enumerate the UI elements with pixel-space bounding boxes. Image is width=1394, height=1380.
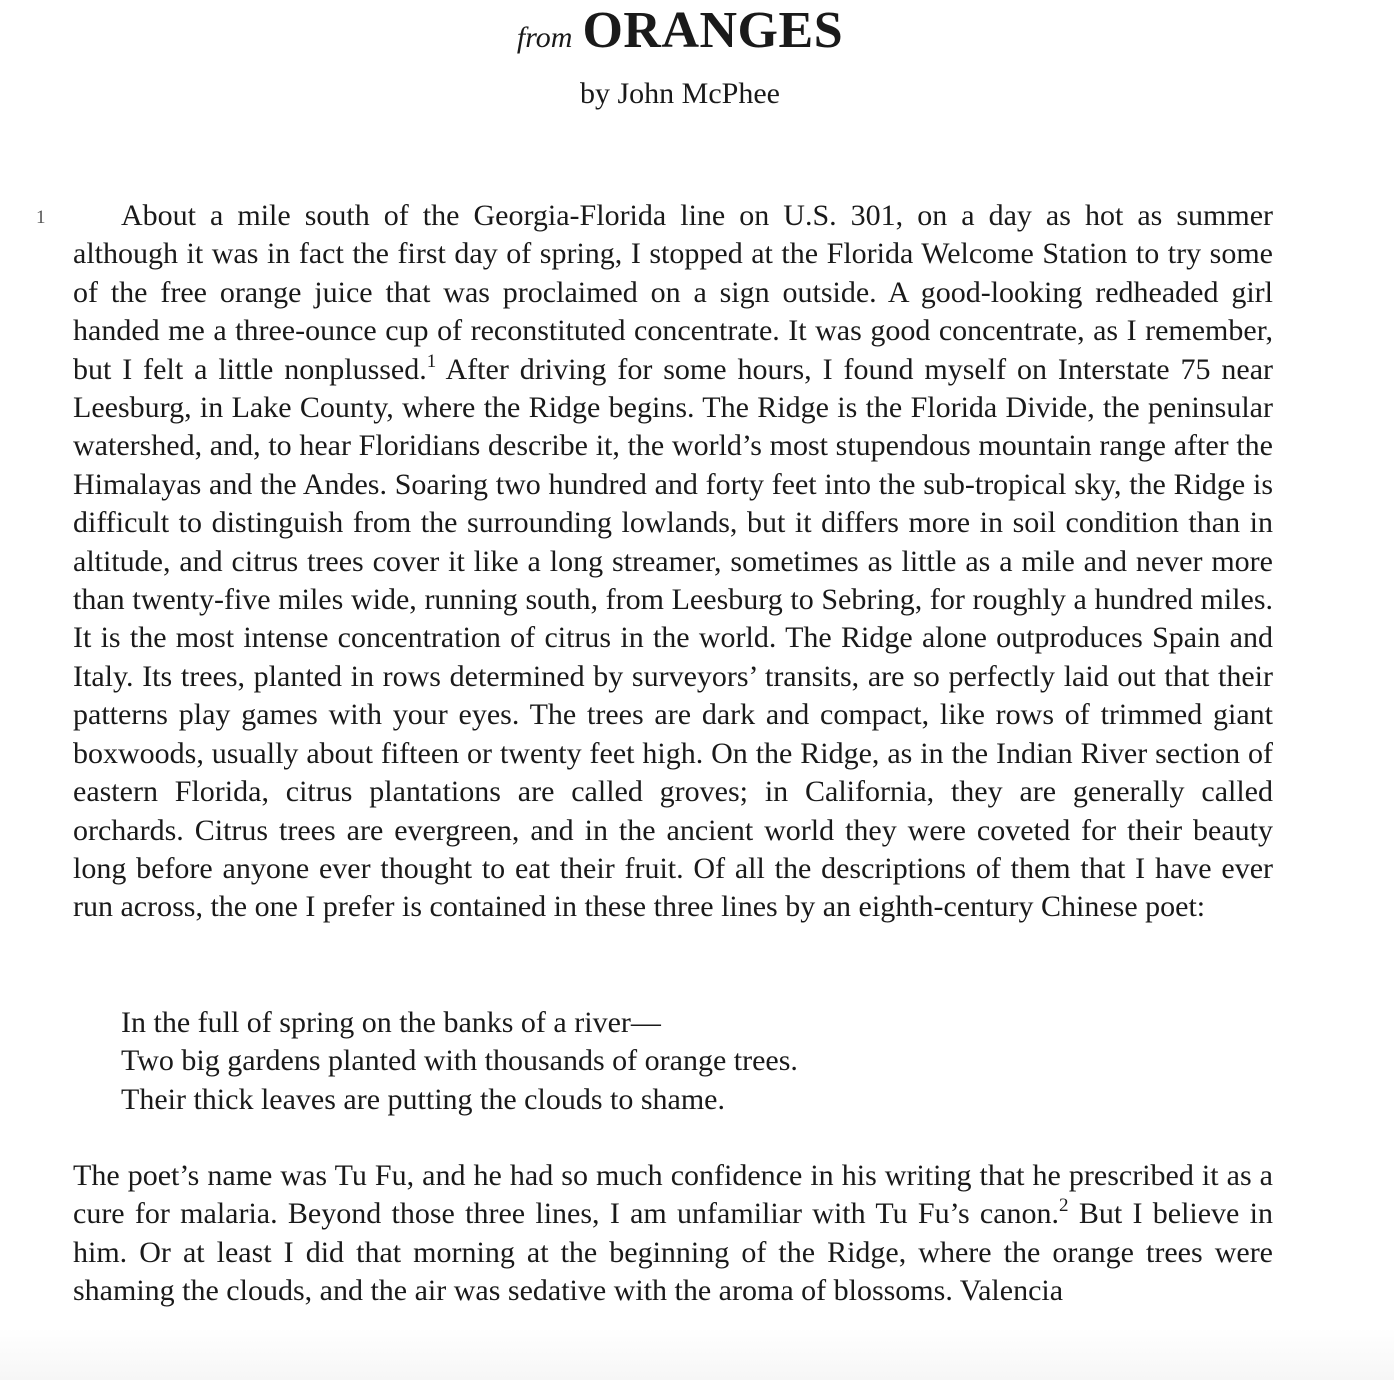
- paragraph-2-part-2: But I believe in him. Or at least I did that morning at the beginning of the Ridge, where the orange trees were shaming the clouds, and the air was sedative with the aroma of blossoms. Valencia: [73, 1197, 1273, 1308]
- paragraph-1-part-1: About a mile south of the Georgia-Florida line on U.S. 301, on a day as hot as summer although it was in fact the first day of spring, I stopped at the Florida Welcome Station to try some of the free orange juice that was proclaimed on a sign outside. A good-looking redheaded girl handed me a three-ounce cup of reconstituted concentrate. It was good concentrate, as I remember, but I felt a little nonplussed.: [73, 199, 1273, 386]
- page-title: [0, 0, 1360, 74]
- title-prefix: from: [516, 21, 573, 54]
- byline: by John McPhee: [580, 77, 780, 110]
- footnote-marker-1[interactable]: 1: [426, 350, 437, 372]
- poem-line: Two big gardens planted with thousands of orange trees.: [121, 1044, 798, 1078]
- paragraph-2: [73, 1157, 1273, 1311]
- poem-line: Their thick leaves are putting the clouds to shame.: [121, 1082, 725, 1116]
- paragraph-2-part-1: The poet’s name was Tu Fu, and he had so much confidence in his writing that he prescribed it as a cure for malaria. Beyond those three lines, I am unfamiliar with Tu Fu’s canon.: [73, 1159, 1273, 1231]
- paragraph-1: [73, 197, 1273, 927]
- paragraph-1-part-2: After driving for some hours, I found myself on Interstate 75 near Leesburg, in Lake County, where the Ridge begins. The Ridge is the Florida Divide, the peninsular watershed, and, to hear Floridians describe it, the world’s most stupendous mountain range after the Himalayas and the Andes. Soaring two hundred and forty feet into the sub-tropical sky, the Ridge is difficult to distinguish from the surrounding lowlands, but it differs more in soil condition than in altitude, and citrus trees cover it like a long streamer, sometimes as little as a mile and never more than twenty-five miles wide, running south, from Leesburg to Sebring, for roughly a hundred miles. It is the most intense concentration of citrus in the world. The Ridge alone outproduces Spain and Italy. Its trees, planted in rows determined by surveyors’ transits, are so perfectly laid out that their patterns play games with your eyes. The trees are dark and compact, like rows of trimmed giant boxwoods, usually about fifteen or twenty feet high. On the Ridge, as in the Indian River section of eastern Florida, citrus plantations are called groves; in California, they are generally called orchards. Citrus trees are evergreen, and in the ancient world they were coveted for their beauty long before anyone ever thought to eat their fruit. Of all the descriptions of them that I have ever run across, the one I prefer is contained in these three lines by an eighth-century Chinese poet:: [73, 352, 1273, 924]
- poem-block: [121, 1004, 798, 1119]
- footnote-marker-2[interactable]: 2: [1059, 1195, 1069, 1217]
- poem-line: In the full of spring on the banks of a river—: [121, 1006, 661, 1039]
- page-bottom-edge: [0, 1328, 1394, 1380]
- paragraph-number: 1: [36, 207, 46, 228]
- title-text: ORANGES: [582, 2, 844, 59]
